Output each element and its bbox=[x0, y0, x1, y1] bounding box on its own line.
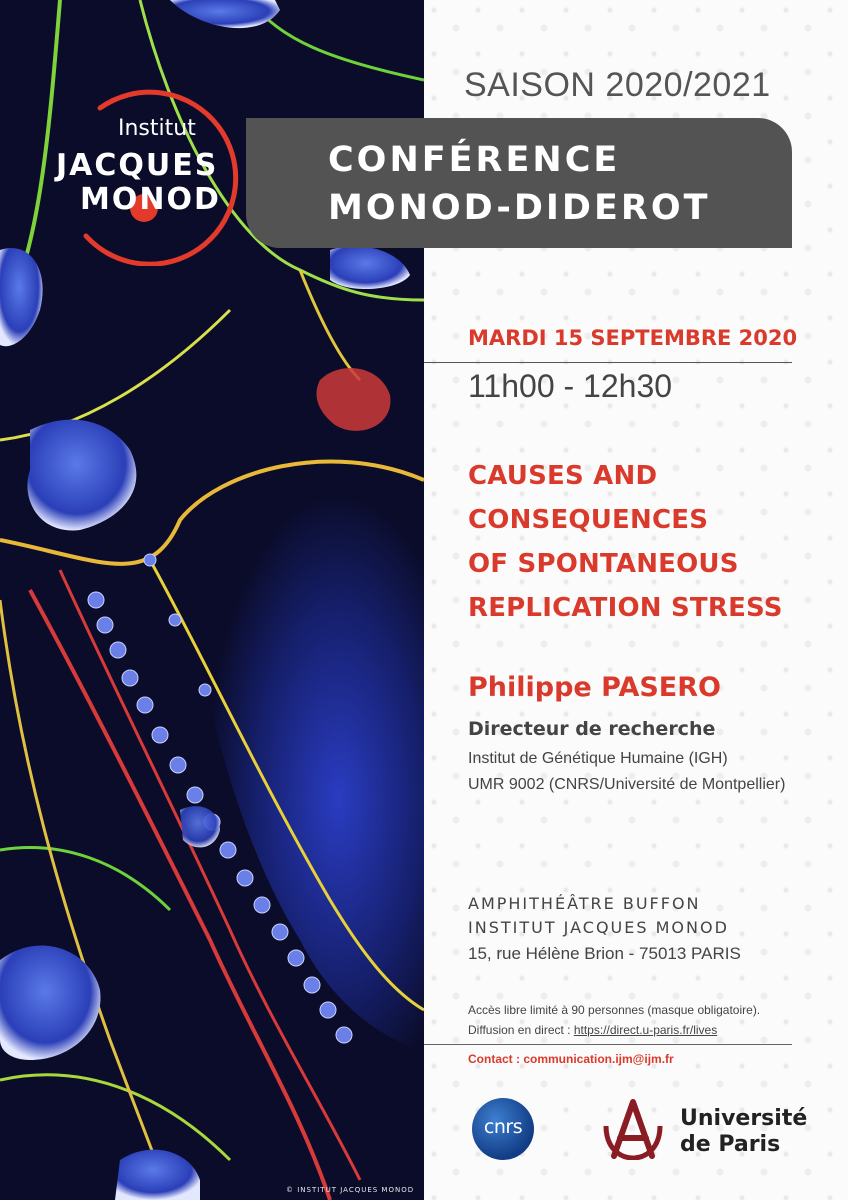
universite-de-paris-mark-icon bbox=[600, 1098, 666, 1160]
season-label: SAISON 2020/2021 bbox=[464, 66, 771, 104]
de-paris-text: de Paris bbox=[680, 1132, 781, 1157]
ijm-logo bbox=[40, 76, 270, 266]
photo-credit: © INSTITUT JACQUES MONOD bbox=[286, 1186, 415, 1194]
event-time: 11h00 - 12h30 bbox=[468, 368, 673, 404]
speaker-name: Philippe PASERO bbox=[468, 672, 721, 703]
logo-text-jacques: JACQUES bbox=[56, 148, 219, 183]
talk-title-line: OF SPONTANEOUS bbox=[468, 549, 739, 579]
logo-text-institut: Institut bbox=[118, 116, 196, 141]
logo-text-monod: MONOD bbox=[80, 182, 221, 217]
speaker-affiliation: Institut de Génétique Humaine (IGH) bbox=[468, 750, 728, 767]
banner-title-line1: CONFÉRENCE bbox=[328, 140, 621, 180]
talk-title bbox=[468, 454, 783, 630]
talk-title-line: CAUSES AND bbox=[468, 461, 658, 491]
conference-banner bbox=[246, 118, 792, 248]
livestream-line bbox=[468, 1020, 760, 1040]
venue-room: AMPHITHÉÂTRE BUFFON bbox=[468, 894, 701, 913]
event-date: MARDI 15 SEPTEMBRE 2020 bbox=[468, 326, 798, 350]
livestream-label: Diffusion en direct : bbox=[468, 1023, 574, 1037]
banner-title-line2: MONOD-DIDEROT bbox=[328, 188, 711, 228]
access-limit-text: Accès libre limité à 90 personnes (masque obligatoire). bbox=[468, 1003, 761, 1017]
venue-institute: INSTITUT JACQUES MONOD bbox=[468, 918, 729, 937]
contact-email[interactable]: Contact : communication.ijm@ijm.fr bbox=[468, 1052, 674, 1066]
divider bbox=[424, 1044, 792, 1045]
universite-text: Université bbox=[680, 1106, 808, 1131]
talk-title-line: CONSEQUENCES bbox=[468, 505, 709, 535]
divider bbox=[424, 362, 792, 363]
access-info bbox=[468, 1000, 760, 1040]
venue-address: 15, rue Hélène Brion - 75013 PARIS bbox=[468, 944, 741, 963]
speaker-affiliation: UMR 9002 (CNRS/Université de Montpellier) bbox=[468, 776, 786, 793]
cnrs-logo-text: cnrs bbox=[483, 1116, 523, 1138]
speaker-role: Directeur de recherche bbox=[468, 718, 716, 740]
cnrs-logo bbox=[472, 1098, 534, 1160]
talk-title-line: REPLICATION STRESS bbox=[468, 593, 783, 623]
livestream-link[interactable]: https://direct.u-paris.fr/lives bbox=[573, 1023, 718, 1037]
